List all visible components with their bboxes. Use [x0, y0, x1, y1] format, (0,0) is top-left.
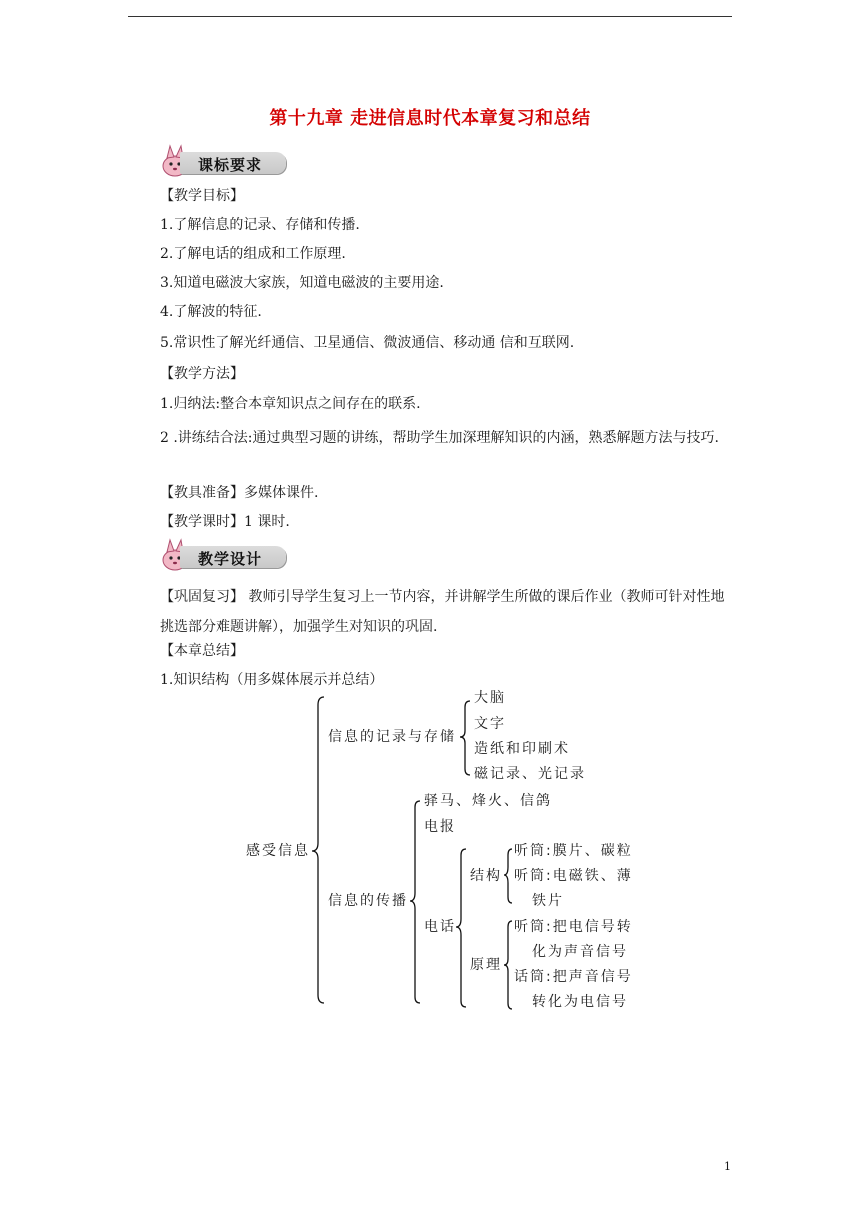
banner-label: 教学设计 [198, 550, 263, 568]
brace-transmission [410, 801, 420, 1003]
branch-transmission: 信息的传播 [328, 893, 408, 909]
storage-item: 大脑 [474, 690, 506, 706]
page-title: 第十九章 走进信息时代本章复习和总结 [269, 108, 591, 129]
banner-flag [180, 546, 286, 568]
phone-node: 电话 [424, 919, 456, 935]
structure-item: 听筒:膜片、碳粒 [514, 843, 633, 859]
goal-item: 5.常识性了解光纤通信、卫星通信、微波通信、移动通 信和互联网. [160, 335, 575, 351]
page-number: 1 [724, 1160, 731, 1173]
hours-line: 【教学课时】1 课时. [160, 514, 290, 530]
principle-item: 转化为电信号 [532, 994, 628, 1010]
brace-phone [456, 849, 466, 1007]
principle-item: 听筒:把电信号转 [514, 919, 633, 935]
method-item: 1.归纳法:整合本章知识点之间存在的联系. [160, 396, 421, 412]
principle-node: 原理 [470, 957, 502, 973]
summary-heading: 【本章总结】 [160, 643, 244, 659]
storage-item: 造纸和印刷术 [474, 741, 570, 757]
method-item: 2 .讲练结合法:通过典型习题的讲练，帮助学生加深理解知识的内涵，熟悉解题方法与技巧. [160, 430, 719, 446]
goal-item: 4.了解波的特征. [160, 304, 262, 320]
banner-flag [180, 152, 286, 174]
structure-item: 铁片 [532, 893, 564, 909]
goal-heading: 【教学目标】 [160, 188, 244, 204]
transmission-item: 驿马、烽火、信鸽 [424, 793, 552, 809]
brace-structure [504, 849, 512, 903]
review-paragraph: 【巩固复习】 教师引导学生复习上一节内容，并讲解学生所做的课后作业（教师可针对性地挑选部分难题讲解），加强学生对知识的巩固. [160, 589, 725, 635]
section-banner-curriculum [158, 144, 292, 178]
branch-storage: 信息的记录与存储 [328, 729, 456, 745]
banner-label: 课标要求 [198, 156, 263, 174]
brace-principle [504, 921, 512, 1009]
principle-item: 化为声音信号 [532, 944, 628, 960]
root-node: 感受信息 [246, 843, 310, 859]
summary-item: 1.知识结构（用多媒体展示并总结） [160, 672, 384, 688]
goal-item: 2.了解电话的组成和工作原理. [160, 246, 346, 262]
principle-item: 话筒:把声音信号 [514, 969, 633, 985]
structure-node: 结构 [470, 868, 502, 884]
section-banner-design [158, 538, 292, 572]
knowledge-structure-diagram [240, 685, 660, 1015]
brace-storage [460, 701, 470, 775]
brace-root [312, 697, 324, 1003]
structure-item: 听筒:电磁铁、薄 [514, 868, 633, 884]
header-rule [128, 16, 732, 17]
goal-item: 3.知道电磁波大家族，知道电磁波的主要用途. [160, 275, 444, 291]
goal-item: 1.了解信息的记录、存储和传播. [160, 217, 360, 233]
storage-item: 磁记录、光记录 [474, 766, 586, 782]
tools-line: 【教具准备】多媒体课件. [160, 485, 319, 501]
transmission-item: 电报 [424, 819, 456, 835]
method-heading: 【教学方法】 [160, 366, 244, 382]
storage-item: 文字 [474, 716, 506, 732]
